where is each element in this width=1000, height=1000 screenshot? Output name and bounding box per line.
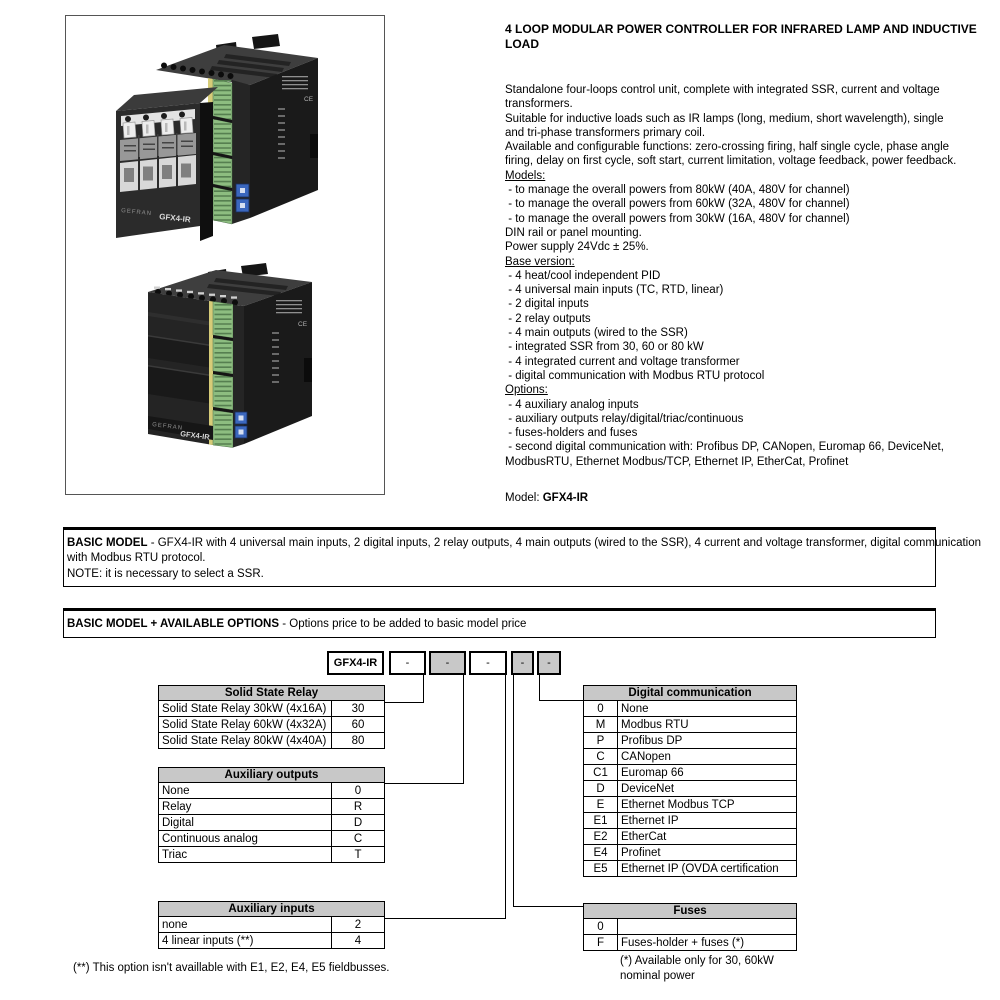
din-clip-slot xyxy=(304,358,312,382)
text-line: - 4 main outputs (wired to the SSR) xyxy=(505,327,688,340)
table-cell: Ethernet IP (OVDA certification xyxy=(618,861,797,877)
table-cell: M xyxy=(584,717,618,733)
product-description xyxy=(505,83,990,469)
basic-model-note: NOTE: it is necessary to select a SSR. xyxy=(67,567,264,580)
connector-line-auxout-v xyxy=(463,675,464,784)
table-cell: Solid State Relay 60kW (4x32A) xyxy=(159,717,332,733)
text-line: - second digital communication with: Profibus DP, CANopen, Euromap 66, DeviceNet, xyxy=(505,441,944,454)
ssr-table xyxy=(158,685,385,749)
table-cell: C xyxy=(584,749,618,765)
table-row xyxy=(159,717,385,733)
text-line: firing, delay on first cycle, soft start, current limitation, voltage feedback, power feedback. xyxy=(505,155,957,168)
connector-line-ssr-v xyxy=(423,675,424,703)
table-cell: Profibus DP xyxy=(618,733,797,749)
order-code-position-3: - xyxy=(469,651,507,675)
fuse-holder-module xyxy=(116,87,218,241)
table-cell: 80 xyxy=(332,733,385,749)
model-name: GFX4-IR xyxy=(542,492,589,505)
table-cell: E5 xyxy=(584,861,618,877)
table-row xyxy=(584,919,797,935)
table-cell: 4 xyxy=(332,933,385,949)
text-line: ModbusRTU, Ethernet Modbus/TCP, Ethernet IP, EtherCat, Profinet xyxy=(505,455,849,468)
text-line: - to manage the overall powers from 30kW (16A, 480V for channel) xyxy=(505,212,850,225)
table-cell: Ethernet IP xyxy=(618,813,797,829)
order-code-position-4: - xyxy=(511,651,534,675)
table-row xyxy=(584,717,797,733)
table-cell: DeviceNet xyxy=(618,781,797,797)
text-line: Options: xyxy=(505,384,548,397)
text-line: - 2 relay outputs xyxy=(505,312,591,325)
page-title-line2: LOAD xyxy=(505,37,539,51)
table-cell: Solid State Relay 30kW (4x16A) xyxy=(159,701,332,717)
basic-model-line1 xyxy=(67,536,982,551)
basic-model-line2: with Modbus RTU protocol. xyxy=(67,552,206,565)
table-cell: E1 xyxy=(584,813,618,829)
product-photo-top xyxy=(116,34,318,241)
connector-line-fuses-v xyxy=(513,675,514,907)
description-column xyxy=(505,22,990,504)
product-photos xyxy=(66,16,384,494)
table-cell: Relay xyxy=(159,799,332,815)
basic-model-section xyxy=(63,527,982,587)
fuses-footnote-line2: nominal power xyxy=(620,970,695,982)
table-cell: Modbus RTU xyxy=(618,717,797,733)
table-row xyxy=(584,797,797,813)
options-header-line xyxy=(67,617,932,632)
ce-mark: CE xyxy=(304,96,314,103)
table-cell: 0 xyxy=(584,701,618,717)
table-row xyxy=(159,799,385,815)
text-line: - 4 integrated current and voltage transformer xyxy=(505,355,740,368)
table-row xyxy=(584,845,797,861)
fuses-table-title: Fuses xyxy=(584,904,797,919)
aux-inputs-footnote: (**) This option isn't availlable with E1, E2, E4, E5 fieldbusses. xyxy=(73,962,390,974)
table-row xyxy=(159,701,385,717)
text-line: - fuses-holders and fuses xyxy=(505,427,638,440)
table-row xyxy=(584,861,797,877)
text-line: Standalone four-loops control unit, complete with integrated SSR, current and voltage xyxy=(505,84,940,96)
product-photo-bottom xyxy=(148,263,312,448)
table-row xyxy=(584,733,797,749)
order-code-position-1: - xyxy=(389,651,426,675)
connector-line-ssr-h xyxy=(384,702,424,703)
table-row xyxy=(159,933,385,949)
table-cell: E xyxy=(584,797,618,813)
table-row xyxy=(584,829,797,845)
connector-line-digcomm-v xyxy=(539,675,540,701)
text-line: - digital communication with Modbus RTU protocol xyxy=(505,369,765,382)
table-cell xyxy=(618,919,797,935)
text-line: - 4 auxiliary analog inputs xyxy=(505,398,639,411)
table-cell: Profinet xyxy=(618,845,797,861)
connector-line-auxin-v xyxy=(505,675,506,919)
table-cell: Ethernet Modbus TCP xyxy=(618,797,797,813)
table-cell: D xyxy=(332,815,385,831)
table-cell: 0 xyxy=(584,919,618,935)
text-line: and tri-phase transformers primary coil. xyxy=(505,126,706,139)
brand-label: GEFRAN xyxy=(151,422,184,432)
text-line: DIN rail or panel mounting. xyxy=(505,226,642,239)
model-prefix: Model: xyxy=(505,492,543,505)
text-line: transformers. xyxy=(505,98,573,111)
auxin-table-title: Auxiliary inputs xyxy=(159,902,385,917)
connector-line-fuses-h xyxy=(513,906,584,907)
text-line: Models: xyxy=(505,169,546,182)
table-cell: 60 xyxy=(332,717,385,733)
options-header-title: BASIC MODEL + AVAILABLE OPTIONS xyxy=(67,618,280,630)
table-cell: Solid State Relay 80kW (4x40A) xyxy=(159,733,332,749)
table-cell: C1 xyxy=(584,765,618,781)
table-cell: Triac xyxy=(159,847,332,863)
model-label: GFX4-IR xyxy=(158,212,192,225)
auxiliary-outputs-table xyxy=(158,767,385,863)
basic-model-text: - GFX4-IR with 4 universal main inputs, 2 digital inputs, 2 relay outputs, 4 main outputs (wired to the SSR), 4 current and voltage transformer, digital communication xyxy=(147,537,982,549)
text-line: - to manage the overall powers from 60kW (32A, 480V for channel) xyxy=(505,198,850,211)
table-cell: E2 xyxy=(584,829,618,845)
table-cell: 2 xyxy=(332,917,385,933)
table-cell: Continuous analog xyxy=(159,831,332,847)
table-cell: 30 xyxy=(332,701,385,717)
fuses-table xyxy=(583,903,797,951)
table-cell: Euromap 66 xyxy=(618,765,797,781)
table-row xyxy=(584,701,797,717)
table-cell: none xyxy=(159,917,332,933)
ce-mark: CE xyxy=(298,321,308,328)
fuses-footnote-line1: (*) Available only for 30, 60kW xyxy=(620,955,774,967)
auxout-table-title: Auxiliary outputs xyxy=(159,768,385,783)
table-row xyxy=(159,917,385,933)
order-code-position-5: - xyxy=(537,651,561,675)
table-row xyxy=(584,781,797,797)
connector-line-digcomm-h xyxy=(539,700,584,701)
text-line: - 4 heat/cool independent PID xyxy=(505,269,661,282)
text-line: Power supply 24Vdc ± 25%. xyxy=(505,241,649,254)
text-line: - auxiliary outputs relay/digital/triac/continuous xyxy=(505,412,744,425)
text-line: - integrated SSR from 30, 60 or 80 kW xyxy=(505,341,704,354)
connector-line-auxin-h xyxy=(384,918,506,919)
text-line: Suitable for inductive loads such as IR lamps (long, medium, short wavelength), single xyxy=(505,112,944,125)
table-row xyxy=(584,935,797,951)
table-cell: None xyxy=(159,783,332,799)
table-cell: Fuses-holder + fuses (*) xyxy=(618,935,797,951)
brand-label: GEFRAN xyxy=(120,208,153,218)
table-cell: T xyxy=(332,847,385,863)
terminal-strip-edge xyxy=(209,301,213,445)
order-code-model-box: GFX4-IR xyxy=(327,651,384,675)
table-row xyxy=(584,813,797,829)
text-line: Base version: xyxy=(505,255,575,268)
options-header-text: - Options price to be added to basic model price xyxy=(279,618,527,630)
options-header-section xyxy=(63,608,936,638)
table-row xyxy=(159,847,385,863)
table-cell: C xyxy=(332,831,385,847)
fuses-footnote xyxy=(620,954,774,984)
model-label: GFX4-IR xyxy=(179,429,211,442)
ssr-table-title: Solid State Relay xyxy=(159,686,385,701)
table-cell: D xyxy=(584,781,618,797)
connector-line-auxout-h xyxy=(384,783,464,784)
table-row xyxy=(159,733,385,749)
table-cell: EtherCat xyxy=(618,829,797,845)
model-line xyxy=(505,492,990,504)
device-side-face xyxy=(244,282,312,444)
digital-communication-table xyxy=(583,685,797,877)
table-cell: CANopen xyxy=(618,749,797,765)
digcomm-table-title: Digital communication xyxy=(584,686,797,701)
din-clip-slot xyxy=(310,134,318,158)
text-line: Available and configurable functions: zero-crossing firing, half single cycle, phase angle xyxy=(505,141,950,154)
table-cell: 4 linear inputs (**) xyxy=(159,933,332,949)
table-cell: P xyxy=(584,733,618,749)
product-photo-frame xyxy=(65,15,385,495)
table-cell: 0 xyxy=(332,783,385,799)
table-row xyxy=(584,765,797,781)
table-row xyxy=(159,831,385,847)
text-line: - to manage the overall powers from 80kW (40A, 480V for channel) xyxy=(505,184,850,197)
auxiliary-inputs-table xyxy=(158,901,385,949)
table-cell: E4 xyxy=(584,845,618,861)
table-row xyxy=(584,749,797,765)
table-cell: Digital xyxy=(159,815,332,831)
table-row xyxy=(159,815,385,831)
table-cell: None xyxy=(618,701,797,717)
table-cell: R xyxy=(332,799,385,815)
text-line: - 4 universal main inputs (TC, RTD, linear) xyxy=(505,284,724,297)
page-title-line1: 4 LOOP MODULAR POWER CONTROLLER FOR INFRARED LAMP AND INDUCTIVE xyxy=(505,22,977,36)
table-cell: F xyxy=(584,935,618,951)
order-code-position-2: - xyxy=(429,651,466,675)
text-line: - 2 digital inputs xyxy=(505,298,589,311)
basic-model-title: BASIC MODEL xyxy=(67,537,148,549)
table-row xyxy=(159,783,385,799)
